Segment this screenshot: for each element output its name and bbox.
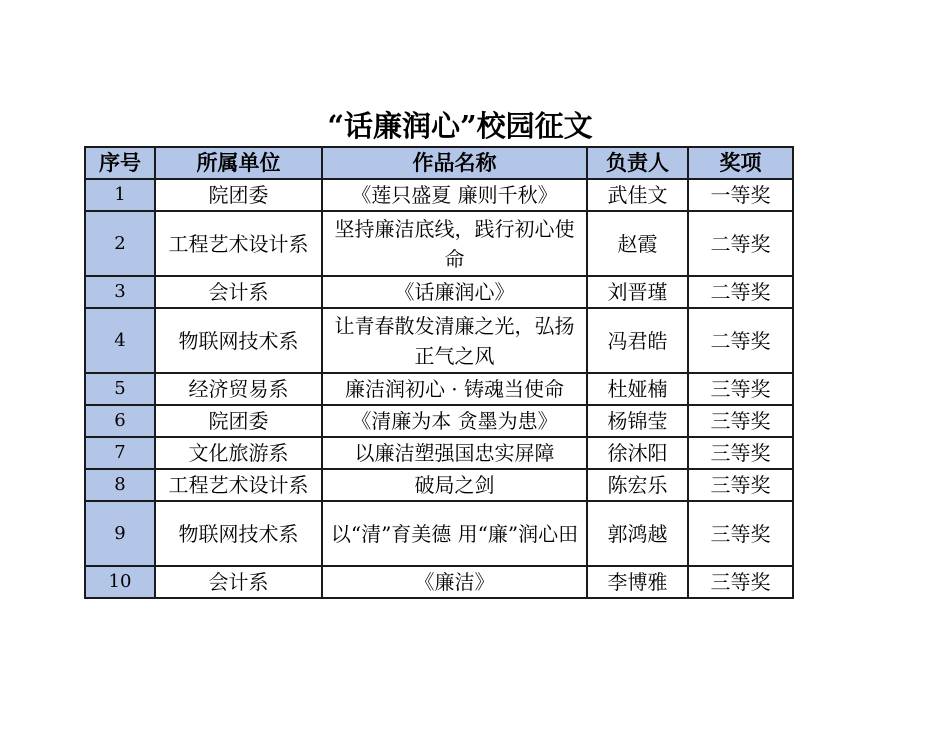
header-index: 序号	[85, 147, 155, 179]
cell-owner: 冯君皓	[587, 308, 688, 373]
cell-unit: 会计系	[155, 276, 322, 308]
header-prize: 奖项	[688, 147, 793, 179]
cell-index: 6	[85, 405, 155, 437]
table-row	[85, 469, 793, 501]
cell-prize: 三等奖	[688, 405, 793, 437]
cell-work: 《话廉润心》	[322, 276, 587, 308]
cell-index: 1	[85, 179, 155, 211]
cell-owner: 李博雅	[587, 566, 688, 598]
cell-owner: 杨锦莹	[587, 405, 688, 437]
cell-prize: 二等奖	[688, 308, 793, 373]
cell-owner: 赵霞	[587, 211, 688, 276]
cell-prize: 二等奖	[688, 211, 793, 276]
table-row	[85, 373, 793, 405]
table-row	[85, 501, 793, 566]
table-row	[85, 179, 793, 211]
cell-owner: 武佳文	[587, 179, 688, 211]
cell-prize: 二等奖	[688, 276, 793, 308]
cell-work: 以“清”育美德 用“廉”润心田	[322, 501, 587, 566]
cell-index: 8	[85, 469, 155, 501]
cell-index: 5	[85, 373, 155, 405]
cell-unit: 院团委	[155, 405, 322, 437]
cell-prize: 三等奖	[688, 373, 793, 405]
cell-work: 坚持廉洁底线，践行初心使命	[322, 211, 587, 276]
cell-index: 9	[85, 501, 155, 566]
cell-index: 10	[85, 566, 155, 598]
cell-work: 《清廉为本 贪墨为患》	[322, 405, 587, 437]
cell-prize: 三等奖	[688, 501, 793, 566]
cell-owner: 徐沐阳	[587, 437, 688, 469]
cell-unit: 物联网技术系	[155, 308, 322, 373]
table-row	[85, 405, 793, 437]
cell-prize: 三等奖	[688, 566, 793, 598]
cell-unit: 经济贸易系	[155, 373, 322, 405]
award-table	[84, 146, 794, 599]
cell-owner: 刘晋瑾	[587, 276, 688, 308]
table-row	[85, 437, 793, 469]
cell-owner: 杜娅楠	[587, 373, 688, 405]
cell-unit: 会计系	[155, 566, 322, 598]
header-row	[85, 147, 793, 179]
cell-work: 破局之剑	[322, 469, 587, 501]
cell-index: 2	[85, 211, 155, 276]
cell-work: 廉洁润初心 · 铸魂当使命	[322, 373, 587, 405]
page-title: “话廉润心”校园征文	[327, 109, 593, 143]
cell-unit: 工程艺术设计系	[155, 211, 322, 276]
header-work: 作品名称	[322, 147, 587, 179]
cell-unit: 院团委	[155, 179, 322, 211]
cell-unit: 工程艺术设计系	[155, 469, 322, 501]
cell-prize: 三等奖	[688, 469, 793, 501]
cell-work: 让青春散发清廉之光，弘扬正气之风	[322, 308, 587, 373]
table-row	[85, 308, 793, 373]
cell-prize: 一等奖	[688, 179, 793, 211]
table-row	[85, 276, 793, 308]
cell-index: 7	[85, 437, 155, 469]
cell-work: 以廉洁塑强国忠实屏障	[322, 437, 587, 469]
cell-owner: 郭鸿越	[587, 501, 688, 566]
header-owner: 负责人	[587, 147, 688, 179]
cell-index: 4	[85, 308, 155, 373]
cell-prize: 三等奖	[688, 437, 793, 469]
table-row	[85, 211, 793, 276]
cell-index: 3	[85, 276, 155, 308]
cell-unit: 物联网技术系	[155, 501, 322, 566]
cell-unit: 文化旅游系	[155, 437, 322, 469]
header-unit: 所属单位	[155, 147, 322, 179]
table-row	[85, 566, 793, 598]
cell-work: 《莲只盛夏 廉则千秋》	[322, 179, 587, 211]
cell-work: 《廉洁》	[322, 566, 587, 598]
cell-owner: 陈宏乐	[587, 469, 688, 501]
